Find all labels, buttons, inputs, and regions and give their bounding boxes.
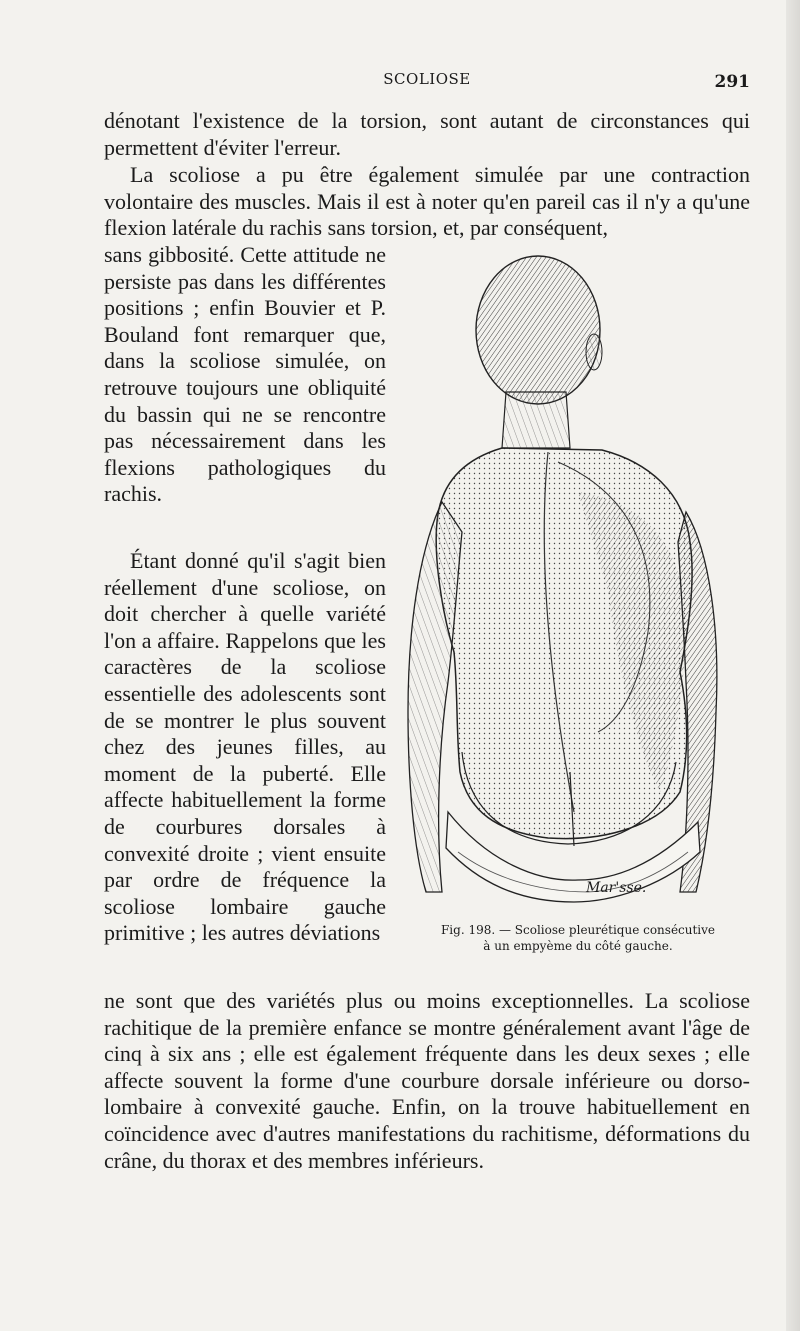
figure-caption — [398, 922, 758, 954]
paragraph-3-column: Étant donné qu'il s'agit bien réellement d'une scoliose, on doit chercher à quelle variété l'on a affaire. Rappelons que les caractères de la scoliose essentielle des adolescents sont de se montrer le plus souvent chez des jeunes filles, au moment de la puberté. Elle affecte habituellement la forme de courbures dorsales à convexité droite ; vient ensuite par ordre de fréquence la scoliose lombaire gauche primitive ; les autres déviations — [104, 548, 386, 946]
caption-line-1: Fig. 198. — Scoliose pleurétique consécutive — [440, 923, 716, 937]
head-shape — [476, 256, 600, 404]
page-header — [104, 66, 750, 96]
paragraph-2-full: La scoliose a pu être également simulée par une contraction volontaire des muscles. Mais il est à noter qu'en pareil cas il n'y a qu'une flexion latérale du rachis sans torsion, et, par conséquent, — [104, 162, 750, 241]
running-title: SCOLIOSE — [383, 70, 471, 88]
page-number: 291 — [714, 72, 750, 92]
paragraph-2-column: sans gibbosité. Cette attitude ne persiste pas dans les différentes positions ; enfin Bouvier et P. Bouland font remarquer que, dans la scoliose simulée, on retrouve toujours une obliquité du bassin qui ne se rencontre pas nécessairement dans les flexions pathologiques du rachis. — [104, 242, 386, 507]
figure-illustration — [398, 252, 758, 932]
paragraph-1: dénotant l'existence de la torsion, sont autant de circonstances qui permettent d'éviter l'erreur. — [104, 108, 750, 160]
caption-line-2: à un empyème du côté gauche. — [483, 939, 673, 953]
engraving-back-figure — [398, 252, 758, 932]
paragraph-3-full: ne sont que des variétés plus ou moins exceptionnelles. La scoliose rachitique de la première enfance se montre généralement avant l'âge de cinq à six ans ; elle est également fréquente dans les deux sexes ; elle affecte souvent la forme d'une courbure dorsale inférieure ou dorso-lombaire à convexité gauche. Enfin, on la trouve habituellement en coïncidence avec d'autres manifestations du rachitisme, déformations du crâne, du thorax et des membres inférieurs. — [104, 988, 750, 1173]
engraver-signature: Mar'sse. — [586, 880, 647, 896]
page-edge — [786, 0, 800, 1331]
